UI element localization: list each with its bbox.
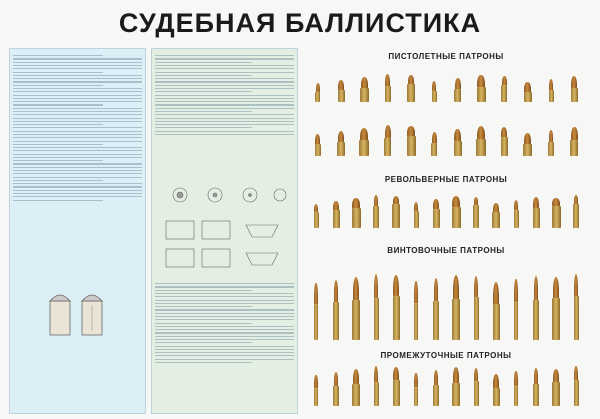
cartridge-illustration bbox=[454, 78, 461, 102]
cartridge-illustration bbox=[476, 126, 486, 156]
cartridge-illustration bbox=[314, 204, 319, 228]
cartridge-illustration bbox=[384, 125, 391, 156]
cartridge-illustration bbox=[374, 274, 379, 340]
intermediate-row bbox=[306, 364, 586, 412]
cartridge-illustration bbox=[493, 282, 500, 340]
pistol-row-2 bbox=[306, 118, 586, 162]
cartridge-illustration bbox=[574, 366, 579, 406]
middle-body-text-top bbox=[155, 53, 294, 181]
cartridge-illustration bbox=[352, 198, 361, 228]
cartridge-illustration bbox=[533, 197, 540, 228]
cartridge-illustration bbox=[407, 126, 416, 156]
cartridge-section-diagram bbox=[44, 291, 110, 341]
cartridge-illustration bbox=[574, 274, 579, 340]
cartridge-illustration bbox=[315, 134, 321, 156]
cartridge-illustration bbox=[333, 280, 339, 340]
rifle-row bbox=[306, 264, 586, 346]
cartridge-illustration bbox=[337, 131, 345, 156]
cartridge-illustration bbox=[333, 372, 339, 406]
cartridge-illustration bbox=[549, 79, 554, 102]
page-title: СУДЕБНАЯ БАЛЛИСТИКА bbox=[118, 8, 482, 38]
cartridge-illustration bbox=[548, 130, 554, 156]
cartridge-illustration bbox=[570, 127, 578, 156]
cartridge-illustration bbox=[314, 375, 318, 406]
cartridge-illustration bbox=[432, 81, 437, 102]
cartridge-illustration bbox=[431, 132, 437, 156]
pistol-cartridges-heading: ПИСТОЛЕТНЫЕ ПАТРОНЫ bbox=[388, 52, 504, 61]
cartridge-illustration bbox=[552, 198, 561, 228]
cartridge-illustration bbox=[338, 80, 345, 102]
revolver-cartridges-heading: РЕВОЛЬВЕРНЫЕ ПАТРОНЫ bbox=[384, 175, 508, 184]
cartridge-illustration bbox=[474, 368, 479, 406]
middle-body-text-bottom bbox=[155, 281, 294, 409]
cartridge-illustration bbox=[474, 276, 479, 340]
cartridge-illustration bbox=[352, 277, 360, 340]
cartridge-illustration bbox=[573, 195, 579, 228]
cartridge-illustration bbox=[374, 366, 379, 406]
revolver-row bbox=[306, 190, 586, 234]
cartridge-illustration bbox=[414, 373, 418, 406]
cartridge-illustration bbox=[552, 277, 560, 340]
intermediate-cartridges-heading: ПРОМЕЖУТОЧНЫЕ ПАТРОНЫ bbox=[380, 351, 512, 360]
cartridge-illustration bbox=[407, 75, 415, 102]
cartridge-illustration bbox=[314, 283, 318, 340]
cartridge-illustration bbox=[523, 133, 532, 156]
cartridge-illustration bbox=[393, 275, 400, 340]
cartridge-illustration bbox=[315, 83, 320, 102]
cartridge-illustration bbox=[373, 195, 379, 228]
cartridge-illustration bbox=[452, 196, 461, 228]
shot-trace-diagrams bbox=[160, 181, 290, 276]
cartridge-illustration bbox=[385, 74, 391, 102]
pistol-row-1 bbox=[306, 64, 586, 108]
rifle-cartridges-heading: ВИНТОВОЧНЫЕ ПАТРОНЫ bbox=[387, 246, 505, 255]
cartridge-illustration bbox=[433, 370, 439, 406]
cartridge-illustration bbox=[533, 368, 539, 406]
cartridge-illustration bbox=[393, 367, 400, 406]
cartridge-illustration bbox=[360, 77, 369, 102]
cartridge-illustration bbox=[514, 279, 518, 340]
cartridge-illustration bbox=[452, 275, 460, 340]
cartridge-illustration bbox=[533, 276, 539, 340]
cartridge-illustration bbox=[493, 374, 500, 406]
cartridge-illustration bbox=[501, 127, 508, 156]
cartridge-illustration bbox=[501, 76, 507, 102]
left-text-panel bbox=[9, 48, 146, 414]
cartridge-illustration bbox=[359, 128, 369, 156]
cartridge-illustration bbox=[392, 196, 400, 228]
cartridge-illustration bbox=[514, 200, 519, 228]
cartridge-illustration bbox=[473, 197, 479, 228]
cartridge-illustration bbox=[514, 371, 518, 406]
cartridge-illustration bbox=[552, 369, 560, 406]
cartridge-illustration bbox=[352, 369, 360, 406]
cartridge-illustration bbox=[433, 199, 440, 228]
cartridge-illustration bbox=[333, 201, 340, 228]
cartridge-illustration bbox=[452, 367, 460, 406]
cartridge-illustration bbox=[492, 203, 500, 228]
cartridge-illustration bbox=[524, 82, 532, 102]
cartridge-illustration bbox=[433, 278, 439, 340]
cartridge-illustration bbox=[414, 281, 418, 340]
cartridge-illustration bbox=[414, 202, 419, 228]
cartridge-catalog bbox=[300, 48, 592, 412]
left-body-text bbox=[13, 53, 142, 409]
cartridge-illustration bbox=[477, 75, 486, 102]
middle-text-panel bbox=[151, 48, 298, 414]
cartridge-illustration bbox=[454, 129, 462, 156]
cartridge-illustration bbox=[571, 76, 578, 102]
